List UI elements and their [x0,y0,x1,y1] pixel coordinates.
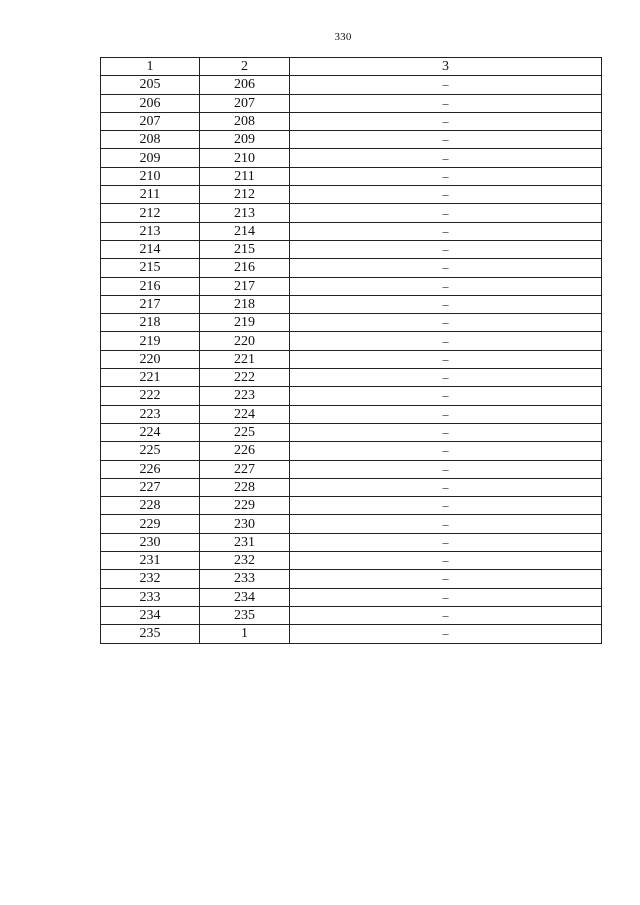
table-row [101,314,602,332]
table-row [101,186,602,204]
table-cell-col-1: 232 [101,570,200,588]
table-cell-col-2: 208 [200,112,290,130]
table-cell-col-1: 206 [101,94,200,112]
table-cell-col-3: – [290,478,602,496]
table-cell-col-1: 235 [101,625,200,643]
table-cell-col-3: – [290,204,602,222]
table-cell-col-2: 224 [200,405,290,423]
table-cell-col-3: – [290,240,602,258]
table-cell-col-2: 225 [200,423,290,441]
table-cell-col-2: 229 [200,497,290,515]
table-cell-col-1: 219 [101,332,200,350]
table-cell-col-3: – [290,552,602,570]
table-cell-col-3: – [290,350,602,368]
table-cell-col-3: – [290,222,602,240]
table-cell-col-1: 205 [101,76,200,94]
table-row [101,369,602,387]
table-cell-col-1: 209 [101,149,200,167]
table-cell-col-1: 220 [101,350,200,368]
table-cell-col-3: – [290,533,602,551]
table-cell-col-2: 217 [200,277,290,295]
table-row [101,423,602,441]
table-row [101,552,602,570]
table-cell-col-1: 231 [101,552,200,570]
table-cell-col-3: – [290,314,602,332]
table-cell-col-3: – [290,625,602,643]
table-cell-col-2: 235 [200,606,290,624]
table-cell-col-2: 231 [200,533,290,551]
table-row [101,350,602,368]
table-row [101,332,602,350]
table-row [101,387,602,405]
table-cell-col-2: 227 [200,460,290,478]
column-header-3: 3 [290,58,602,76]
table-row [101,606,602,624]
table-cell-col-1: 212 [101,204,200,222]
table-cell-col-1: 224 [101,423,200,441]
table-row [101,497,602,515]
table-cell-col-3: – [290,460,602,478]
table-cell-col-3: – [290,423,602,441]
table-row [101,76,602,94]
table-cell-col-1: 228 [101,497,200,515]
table-cell-col-1: 215 [101,259,200,277]
table-row [101,625,602,643]
table-cell-col-1: 233 [101,588,200,606]
table-cell-col-2: 218 [200,295,290,313]
table-cell-col-3: – [290,295,602,313]
table-cell-col-1: 207 [101,112,200,130]
table-cell-col-2: 210 [200,149,290,167]
table-cell-col-3: – [290,167,602,185]
table-cell-col-1: 229 [101,515,200,533]
table-row [101,277,602,295]
table-cell-col-1: 217 [101,295,200,313]
table-row [101,570,602,588]
table-cell-col-3: – [290,515,602,533]
table-cell-col-1: 234 [101,606,200,624]
table-row [101,112,602,130]
table-cell-col-3: – [290,112,602,130]
table-cell-col-2: 216 [200,259,290,277]
table-cell-col-3: – [290,94,602,112]
column-header-1: 1 [101,58,200,76]
table-cell-col-3: – [290,588,602,606]
table-cell-col-1: 226 [101,460,200,478]
table-row [101,131,602,149]
table-cell-col-3: – [290,497,602,515]
table-cell-col-3: – [290,149,602,167]
table-cell-col-1: 213 [101,222,200,240]
table-cell-col-2: 207 [200,94,290,112]
table-row [101,588,602,606]
table-cell-col-1: 208 [101,131,200,149]
table-cell-col-2: 213 [200,204,290,222]
table-cell-col-2: 209 [200,131,290,149]
table-cell-col-3: – [290,277,602,295]
table-cell-col-2: 234 [200,588,290,606]
table-cell-col-2: 206 [200,76,290,94]
table-cell-col-2: 223 [200,387,290,405]
table-body [101,76,602,643]
table-cell-col-1: 214 [101,240,200,258]
data-table [100,57,602,644]
table-cell-col-3: – [290,405,602,423]
table-cell-col-3: – [290,332,602,350]
table-row [101,222,602,240]
table-row [101,149,602,167]
table-row [101,405,602,423]
table-row [101,442,602,460]
table-cell-col-1: 221 [101,369,200,387]
table-cell-col-3: – [290,369,602,387]
table-cell-col-2: 212 [200,186,290,204]
table-cell-col-2: 219 [200,314,290,332]
table-cell-col-3: – [290,606,602,624]
table-cell-col-1: 225 [101,442,200,460]
table-cell-col-1: 216 [101,277,200,295]
table-cell-col-2: 1 [200,625,290,643]
table-header-row [101,58,602,76]
table-cell-col-2: 214 [200,222,290,240]
table-cell-col-1: 230 [101,533,200,551]
table-cell-col-2: 226 [200,442,290,460]
table-row [101,240,602,258]
table-cell-col-2: 228 [200,478,290,496]
table-cell-col-2: 221 [200,350,290,368]
table-cell-col-2: 211 [200,167,290,185]
table-row [101,515,602,533]
table-cell-col-3: – [290,387,602,405]
table-cell-col-1: 211 [101,186,200,204]
table-cell-col-3: – [290,570,602,588]
table-cell-col-3: – [290,259,602,277]
table-cell-col-3: – [290,442,602,460]
table-row [101,478,602,496]
table-cell-col-2: 215 [200,240,290,258]
table-row [101,460,602,478]
table-row [101,533,602,551]
table-row [101,204,602,222]
table-cell-col-1: 223 [101,405,200,423]
table-row [101,295,602,313]
table-cell-col-3: – [290,186,602,204]
table-cell-col-2: 232 [200,552,290,570]
table-cell-col-1: 218 [101,314,200,332]
table-row [101,167,602,185]
table-cell-col-1: 210 [101,167,200,185]
table-cell-col-2: 220 [200,332,290,350]
table-cell-col-1: 222 [101,387,200,405]
table-cell-col-3: – [290,131,602,149]
table-cell-col-2: 222 [200,369,290,387]
table-row [101,94,602,112]
table-cell-col-1: 227 [101,478,200,496]
table-cell-col-2: 230 [200,515,290,533]
page-number: 330 [334,31,352,43]
column-header-2: 2 [200,58,290,76]
table-row [101,259,602,277]
table-cell-col-3: – [290,76,602,94]
table-cell-col-2: 233 [200,570,290,588]
